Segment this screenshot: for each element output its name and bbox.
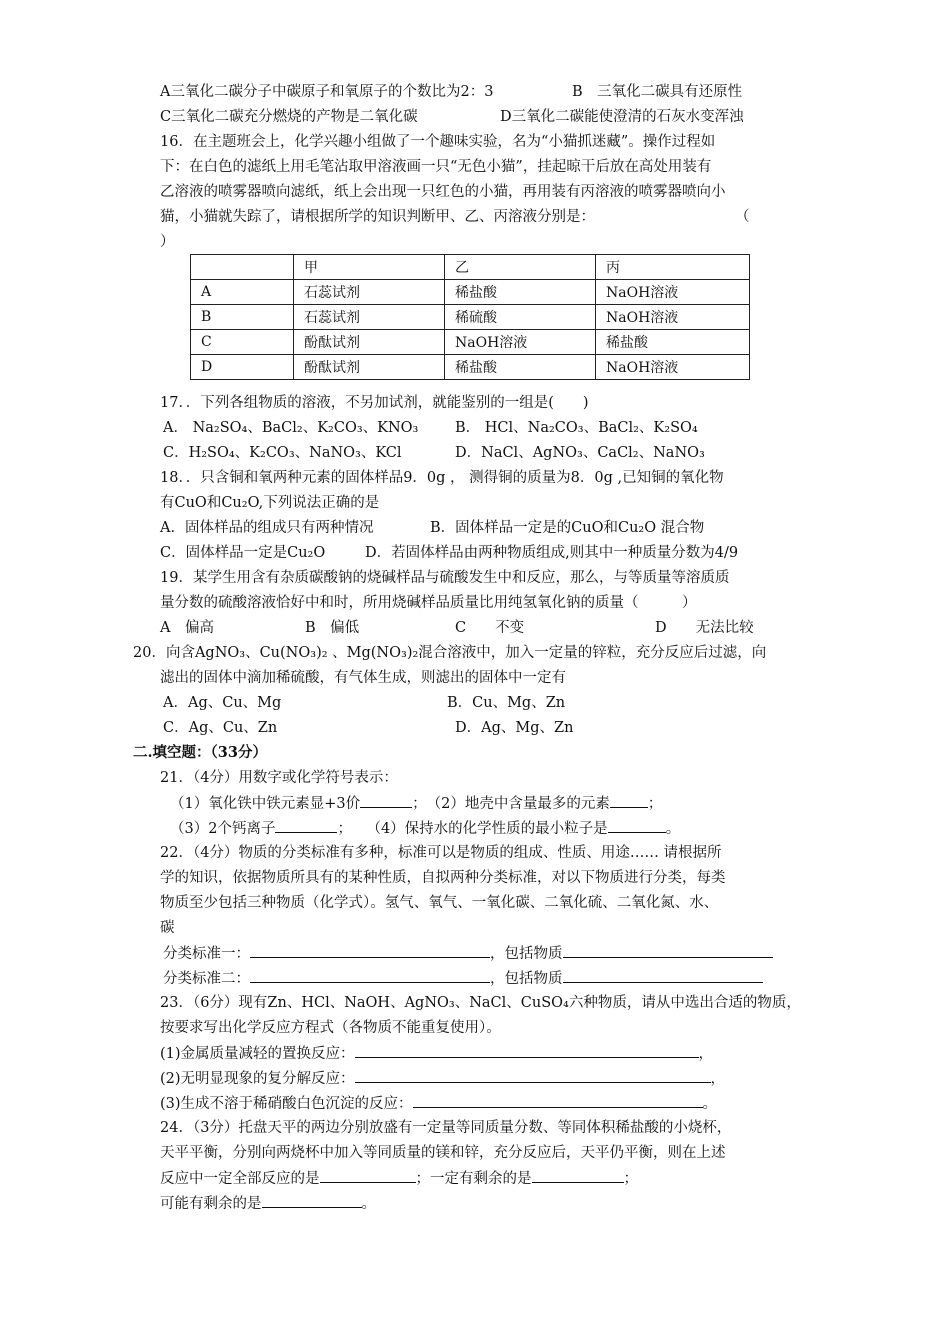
answer-blank[interactable] — [275, 818, 337, 833]
q23-line-2: 按要求写出化学反应方程式（各物质不能重复使用）。 — [160, 1020, 501, 1036]
q22-line-3: 物质至少包括三种物质（化学式）。氢气、氧气、一氧化碳、二氧化硫、二氧化氮、水、 — [160, 895, 719, 911]
q21-part-1: （1）氧化铁中铁元素显+3价 — [170, 796, 361, 812]
q18-option-d: D．若固体样品由两种物质组成,则其中一种质量分数为4/9 — [365, 545, 739, 561]
table-row — [191, 330, 750, 355]
q18-option-a: A．固体样品的组成只有两种情况 — [160, 520, 374, 536]
q23-part-1 — [160, 1043, 713, 1064]
table-cell: 稀硫酸 — [445, 305, 596, 330]
q18-option-b: B．固体样品一定是的CuO和Cu₂O 混合物 — [430, 520, 705, 536]
q19-line-2: 量分数的硫酸溶液恰好中和时，所用烧碱样品质量比用纯氢氧化钠的质量（ ） — [160, 595, 697, 611]
q20-line-2: 滤出的固体中滴加稀硫酸，有气体生成，则滤出的固体中一定有 — [160, 670, 566, 686]
q19-option-a: A 偏高 — [160, 620, 214, 636]
answer-blank[interactable] — [360, 793, 412, 808]
table-cell: NaOH溶液 — [596, 305, 750, 330]
q18-line-1: 18．．只含铜和氧两种元素的固体样品9．0g ， 测得铜的质量为8．0g ,已知铜的氧化物 — [160, 470, 724, 486]
table-cell: A — [191, 280, 294, 305]
answer-blank[interactable] — [250, 943, 490, 958]
q16-paren-close: ） — [160, 234, 175, 250]
answer-blank[interactable] — [563, 968, 763, 983]
q21-stem: 21．（4分）用数字或化学符号表示： — [160, 770, 398, 786]
q19-line-1: 19．某学生用含有杂质碳酸钠的烧碱样品与硫酸发生中和反应，那么，与等质量等溶质质 — [160, 570, 730, 586]
q24-line-3c: ； — [623, 1171, 638, 1187]
table-cell: NaOH溶液 — [596, 280, 750, 305]
q23-part-3-label: (3)生成不溶于稀硝酸白色沉淀的反应： — [160, 1096, 413, 1112]
q22-include-label: ，包括物质 — [490, 946, 563, 962]
table-cell: D — [191, 355, 294, 380]
answer-blank[interactable] — [413, 1093, 703, 1108]
q21-part-4-end: 。 — [665, 821, 681, 837]
q23-part-1-end: ， — [698, 1046, 714, 1062]
q23-line-1: 23．（6分）现有Zn、HCl、NaOH、AgNO₃、NaCl、CuSO₄六种物质，请从中选出合适的物质， — [160, 995, 801, 1011]
q21-part-3: （3）2个钙离子 — [170, 821, 276, 837]
q15-option-a: A三氧化二碳分子中碳原子和氧原子的个数比为2：3 — [160, 84, 494, 100]
q22-standard-2 — [163, 968, 763, 989]
q15-option-c: C三氧化二碳充分燃烧的产物是二氧化碳 — [160, 109, 418, 125]
table-cell: 酚酞试剂 — [294, 330, 445, 355]
q24-line-4a: 可能有剩余的是 — [160, 1196, 262, 1212]
q23-part-2 — [160, 1068, 725, 1089]
q21-row-1 — [170, 793, 662, 814]
q19-option-b: B 偏低 — [305, 620, 360, 636]
answer-blank[interactable] — [608, 818, 666, 833]
q16-line-3: 乙溶液的喷雾器喷向滤纸，纸上会出现一只红色的小猫，再用装有丙溶液的喷雾器喷向小 — [160, 184, 726, 200]
q23-part-3 — [160, 1093, 717, 1114]
q18-line-2: 有CuO和Cu₂O,下列说法正确的是 — [160, 495, 380, 511]
table-cell: 稀盐酸 — [445, 280, 596, 305]
q20-option-d: D．Ag、Mg、Zn — [455, 720, 574, 736]
section-heading-fill-in: 二.填空题：（33分） — [133, 744, 267, 761]
q16-options-table — [190, 254, 750, 380]
table-header-cell: 乙 — [445, 255, 596, 280]
q20-line-1: 20．向含AgNO₃、Cu(NO₃)₂ 、Mg(NO₃)₂混合溶液中，加入一定量的锌粒，充分反应后过滤，向 — [133, 645, 767, 661]
q21-part-2: ； （2）地壳中含量最多的元素 — [412, 796, 610, 812]
table-row — [191, 305, 750, 330]
q17-stem: 17．．下列各组物质的溶液，不另加试剂，就能鉴别的一组是( ) — [160, 395, 589, 411]
q24-line-4 — [160, 1193, 376, 1214]
q24-line-2: 天平平衡，分别向两烧杯中加入等同质量的镁和锌，充分反应后，天平仍平衡，则在上述 — [160, 1145, 726, 1161]
answer-blank[interactable] — [355, 1068, 711, 1083]
q22-standard-1-label: 分类标准一： — [163, 946, 250, 962]
q22-line-4: 碳 — [160, 920, 175, 936]
q24-line-3b: ；一定有剩余的是 — [415, 1171, 532, 1187]
q20-option-b: B．Cu、Mg、Zn — [447, 695, 566, 711]
table-header-cell — [191, 255, 294, 280]
q24-line-3a: 反应中一定全部反应的是 — [160, 1171, 320, 1187]
answer-blank[interactable] — [563, 943, 773, 958]
answer-blank[interactable] — [532, 1168, 624, 1183]
table-cell: 石蕊试剂 — [294, 280, 445, 305]
q22-include-label: ，包括物质 — [490, 971, 563, 987]
table-cell: NaOH溶液 — [596, 355, 750, 380]
q21-row-2 — [170, 818, 680, 839]
table-row — [191, 280, 750, 305]
q19-option-c: C 不变 — [455, 620, 525, 636]
table-cell: C — [191, 330, 294, 355]
q22-standard-1 — [163, 943, 773, 964]
answer-blank[interactable] — [355, 1043, 699, 1058]
q24-line-3 — [160, 1168, 638, 1189]
q15-option-b: B 三氧化二碳具有还原性 — [572, 84, 743, 100]
q15-option-d: D三氧化二碳能使澄清的石灰水变浑浊 — [500, 109, 744, 125]
table-header-cell: 甲 — [294, 255, 445, 280]
table-cell: 酚酞试剂 — [294, 355, 445, 380]
table-header-row — [191, 255, 750, 280]
q23-part-3-end: 。 — [702, 1096, 718, 1112]
table-cell: B — [191, 305, 294, 330]
q22-line-2: 学的知识，依据物质所具有的某种性质，自拟两种分类标准，对以下物质进行分类，每类 — [160, 870, 726, 886]
answer-blank[interactable] — [320, 1168, 416, 1183]
table-header-cell: 丙 — [596, 255, 750, 280]
q21-part-4: ； （4）保持水的化学性质的最小粒子是 — [337, 821, 608, 837]
answer-blank[interactable] — [250, 968, 490, 983]
q19-option-d: D 无法比较 — [655, 620, 754, 636]
q18-option-c: C．固体样品一定是Cu₂O — [160, 545, 326, 561]
q20-option-c: C．Ag、Cu、Zn — [163, 720, 278, 736]
q24-line-1: 24．（3分）托盘天平的两边分别放盛有一定量等同质量分数、等同体积稀盐酸的小烧杯， — [160, 1120, 732, 1136]
q16-line-4: 猫，小猫就失踪了，请根据所学的知识判断甲、乙、丙溶液分别是： — [160, 209, 595, 225]
q23-part-2-label: (2)无明显现象的复分解反应： — [160, 1071, 355, 1087]
answer-blank[interactable] — [610, 793, 648, 808]
q17-option-d: D．NaCl、AgNO₃、CaCl₂、NaNO₃ — [455, 445, 705, 461]
table-cell: 石蕊试剂 — [294, 305, 445, 330]
q21-part-2-end: ； — [647, 796, 663, 812]
table-cell: 稀盐酸 — [596, 330, 750, 355]
q17-option-a: A． Na₂SO₄、BaCl₂、K₂CO₃、KNO₃ — [163, 420, 419, 436]
q23-part-2-end: ， — [710, 1071, 726, 1087]
table-cell: NaOH溶液 — [445, 330, 596, 355]
q23-part-1-label: (1)金属质量减轻的置换反应： — [160, 1046, 355, 1062]
q16-line-1: 16．在主题班会上，化学兴趣小组做了一个趣味实验，名为“小猫抓迷藏”。操作过程如 — [160, 134, 716, 150]
q16-paren-open: （ — [735, 209, 750, 225]
q17-option-c: C．H₂SO₄、K₂CO₃、NaNO₃、KCl — [163, 445, 402, 461]
answer-blank[interactable] — [262, 1193, 362, 1208]
q20-option-a: A．Ag、Cu、Mg — [163, 695, 282, 711]
q16-line-2: 下：在白色的滤纸上用毛笔沾取甲溶液画一只“无色小猫”，挂起晾干后放在高处用装有 — [160, 159, 712, 175]
q24-line-4b: 。 — [361, 1196, 376, 1212]
table-cell: 稀盐酸 — [445, 355, 596, 380]
q22-line-1: 22．（4分）物质的分类标准有多种，标准可以是物质的组成、性质、用途…… 请根据所 — [160, 845, 722, 861]
q22-standard-2-label: 分类标准二： — [163, 971, 250, 987]
table-row — [191, 355, 750, 380]
q17-option-b: B． HCl、Na₂CO₃、BaCl₂、K₂SO₄ — [455, 420, 698, 436]
